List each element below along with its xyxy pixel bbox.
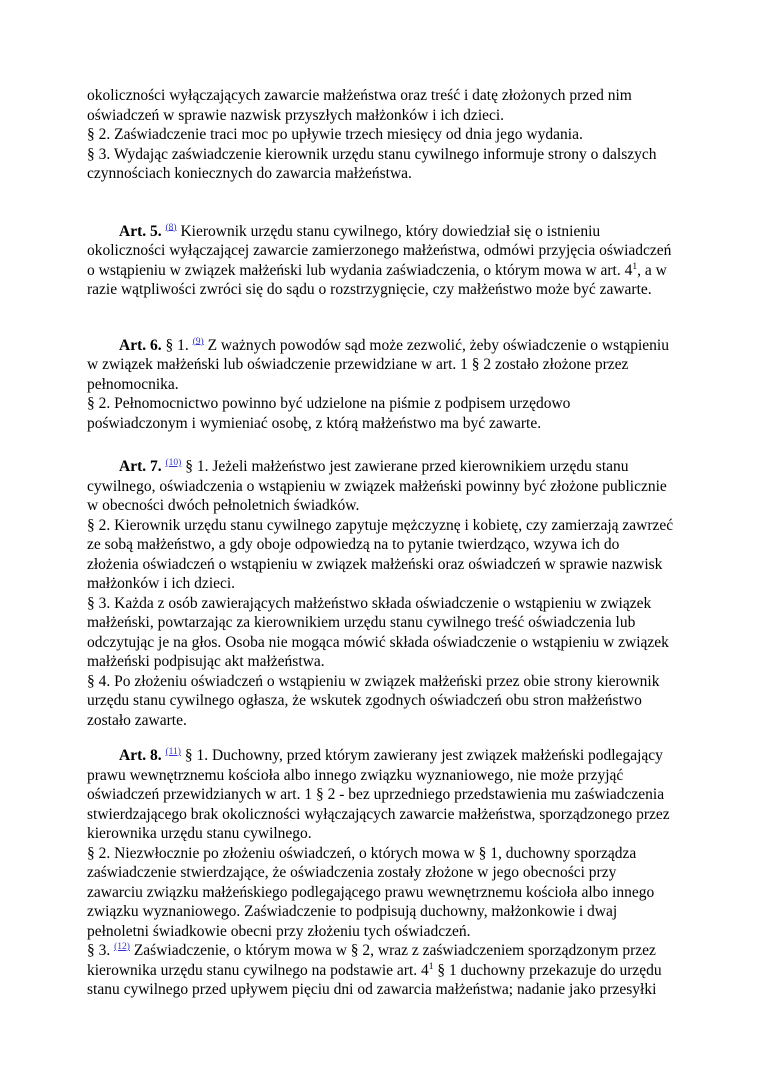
article-number-label: Art. 7.	[119, 458, 162, 475]
art-5-block-paragraph-1	[87, 222, 674, 300]
body-text-run: § 2. Niezwłocznie po złożeniu oświadczeń, o których mowa w § 1, duchowny sporządza zaświadczenie stwierdzające, że oświadczenia zostały złożone w jego obecności przy zawarciu związku małżeńskiego podlegającego prawu wewnętrznemu kościoła albo innego związku wyznaniowego. Zaświadczenie to podpisują duchowny, małżonkowie i dwaj pełnoletni świadkowie obecni przy złożeniu tych oświadczeń.	[87, 844, 655, 940]
article-number-label: Art. 8.	[119, 747, 162, 764]
body-text-run: § 1. Jeżeli małżeństwo jest zawierane przed kierownikiem urzędu stanu cywilnego, oświadczenia o wstąpieniu w związek małżeński powinny być złożone publicznie w obecności dwóch pełnoletnich świadków.	[87, 458, 667, 514]
body-text-run: § 1. Duchowny, przed którym zawierany jest związek małżeński podlegający prawu wewnętrznemu kościoła albo innego związku wyznaniowego, nie może przyjąć oświadczeń przewidzianych w art. 1 § 2 - bez uprzedniego przedstawienia mu zaświadczenia stwierdzającego brak okoliczności wyłączających zawarcie małżeństwa, sporządzonego przez kierownika urzędu stanu cywilnego.	[87, 747, 670, 842]
art-6-block	[87, 336, 674, 434]
art-7-block-paragraph-2	[87, 516, 674, 594]
art-7-block-paragraph-4	[87, 672, 674, 731]
body-text-run: Zaświadczenie, o którym mowa w § 2, wraz z zaświadczeniem sporządzonym przez kierownika urzędu stanu cywilnego na podstawie art. 4	[87, 942, 656, 979]
article-number-label: Art. 5.	[119, 222, 162, 240]
article-number-label: Art. 6.	[119, 336, 162, 354]
body-text-run: Z ważnych powodów sąd może zezwolić, żeby oświadczenie o wstąpieniu w związek małżeński lub oświadczenie przewidziane w art. 1 § 2 zostało złożone przez pełnomocnika.	[87, 336, 669, 393]
art-8-block-paragraph-1	[87, 746, 674, 844]
art-7-block-paragraph-1	[87, 457, 674, 516]
footnote-link-11[interactable]: (11)	[165, 746, 181, 757]
document-body	[87, 86, 674, 1000]
body-text-run: § 3. Każda z osób zawierających małżeństwo składa oświadczenie o wstąpieniu w związek małżeński, powtarzając za kierownikiem urzędu stanu cywilnego treść oświadczenia lub odczytując je na głos. Osoba nie mogąca mówić składa oświadczenie o wstąpieniu w związek małżeński podpisując akt małżeństwa.	[87, 594, 669, 670]
superscript-text: 1	[428, 961, 434, 972]
art-7-block-paragraph-3	[87, 594, 674, 672]
body-text-run: okoliczności wyłączających zawarcie małżeństwa oraz treść i datę złożonych przed nim oświadczeń w sprawie nazwisk przyszłych małżonków i ich dzieci.	[87, 87, 632, 124]
art-4-continuation-block-paragraph-1	[87, 86, 674, 125]
art-8-block-paragraph-2	[87, 844, 674, 942]
body-text-run: § 2. Kierownik urzędu stanu cywilnego zapytuje mężczyznę i kobietę, czy zamierzają zawrzeć ze sobą małżeństwo, a gdy oboje odpowiedzą na to pytanie twierdząco, wzywa ich do złożenia oświadczeń o wstąpieniu w związek małżeński oraz oświadczeń w sprawie nazwisk małżonków i ich dzieci.	[87, 516, 674, 592]
body-text-run: Kierownik urzędu stanu cywilnego, który dowiedział się o istnieniu okoliczności wyłączającej zawarcie zamierzonego małżeństwa, odmówi przyjęcia oświadczeń o wstąpieniu w związek małżeński lub wydania zaświadczenia, o którym mowa w art. 4	[87, 222, 672, 279]
footnote-link-9[interactable]: (9)	[192, 336, 204, 347]
body-text-run: § 1 duchowny przekazuje do urzędu stanu cywilnego przed upływem pięciu dni od zawarcia małżeństwa; nadanie jako przesyłki	[87, 961, 662, 998]
art-4-continuation-block-paragraph-3	[87, 145, 674, 184]
body-text-run: § 2. Zaświadczenie traci moc po upływie trzech miesięcy od dnia jego wydania.	[87, 126, 583, 143]
footnote-link-12[interactable]: (12)	[114, 941, 130, 952]
body-text-run: § 1.	[161, 336, 193, 354]
art-7-block	[87, 457, 674, 730]
superscript-text: 1	[632, 261, 638, 272]
art-5-block	[87, 222, 674, 300]
art-4-continuation-block-paragraph-2	[87, 125, 674, 145]
art-8-block	[87, 746, 674, 1000]
body-text-run: , a w razie wątpliwości zwróci się do sądu o rozstrzygnięcie, czy małżeństwo może być zawarte.	[87, 261, 667, 298]
footnote-link-8[interactable]: (8)	[165, 222, 177, 233]
body-text-run: § 3. Wydając zaświadczenie kierownik urzędu stanu cywilnego informuje strony o dalszych czynnościach koniecznych do zawarcia małżeństwa.	[87, 145, 657, 182]
art-6-block-paragraph-1	[87, 336, 674, 395]
art-8-block-paragraph-3	[87, 941, 674, 1000]
art-4-continuation-block	[87, 86, 674, 184]
body-text-run: § 3.	[87, 942, 115, 959]
footnote-link-10[interactable]: (10)	[165, 457, 182, 468]
body-text-run: § 2. Pełnomocnictwo powinno być udzielone na piśmie z podpisem urzędowo poświadczonym i wymieniać osobę, z którą małżeństwo ma być zawarte.	[87, 395, 571, 432]
art-6-block-paragraph-2	[87, 394, 674, 433]
body-text-run: § 4. Po złożeniu oświadczeń o wstąpieniu w związek małżeński przez obie strony kierownik urzędu stanu cywilnego ogłasza, że wskutek zgodnych oświadczeń obu stron małżeństwo zostało zawarte.	[87, 672, 660, 729]
